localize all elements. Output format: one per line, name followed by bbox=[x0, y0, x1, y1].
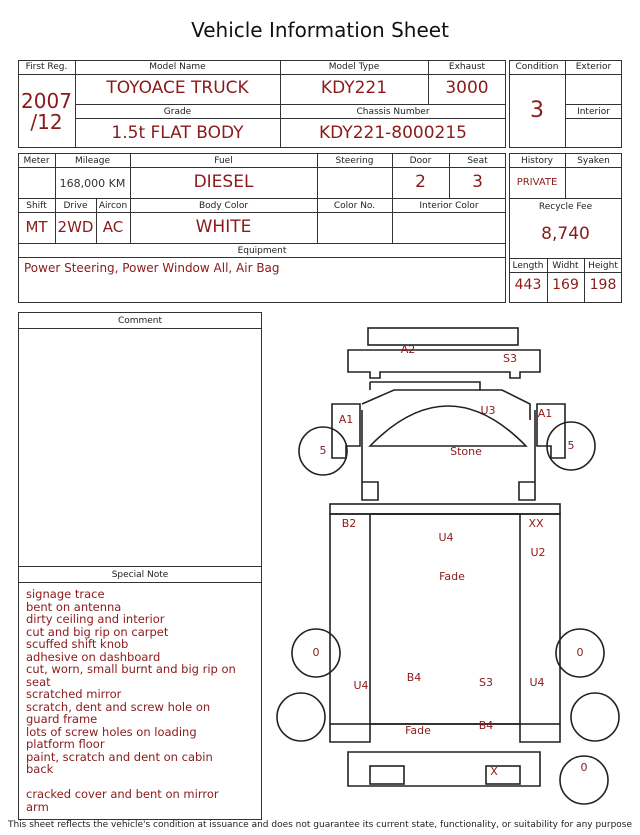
model-type-value: KDY221 bbox=[320, 78, 388, 98]
body-color-label: Body Color bbox=[198, 201, 249, 211]
note-item: adhesive on dashboard bbox=[26, 649, 161, 664]
drive-label: Drive bbox=[63, 201, 88, 211]
note-item: scratch, dent and screw hole on guard frame bbox=[26, 699, 211, 726]
shift-label: Shift bbox=[26, 201, 47, 211]
grade-label: Grade bbox=[163, 107, 192, 117]
fuel-label: Fuel bbox=[214, 156, 233, 166]
damage-mark: Fade bbox=[405, 724, 431, 737]
first-reg-month: /12 bbox=[30, 110, 63, 134]
damage-mark: U4 bbox=[353, 679, 369, 692]
damage-mark: 5 bbox=[319, 444, 327, 457]
damage-mark: U2 bbox=[530, 546, 546, 559]
length-value: 443 bbox=[514, 277, 542, 293]
note-item: signage trace bbox=[26, 587, 105, 601]
seat-value: 3 bbox=[472, 172, 483, 192]
exhaust-label: Exhaust bbox=[448, 62, 486, 72]
note-item: paint, scratch and dent on cabin back bbox=[26, 749, 213, 776]
note-item: scuffed shift knob bbox=[26, 637, 129, 651]
grade-value: 1.5t FLAT BODY bbox=[111, 123, 244, 143]
damage-mark: Fade bbox=[439, 570, 465, 583]
history-value: PRIVATE bbox=[516, 177, 558, 188]
shift-value: MT bbox=[25, 218, 48, 236]
model-type-label: Model Type bbox=[328, 62, 380, 72]
damage-mark: S3 bbox=[479, 676, 493, 689]
note-item: dirty ceiling and interior bbox=[26, 612, 165, 626]
meter-label: Meter bbox=[23, 156, 50, 166]
note-item: bent on antenna bbox=[26, 599, 122, 614]
note-item: cut and big rip on carpet bbox=[26, 624, 169, 639]
damage-mark: U4 bbox=[438, 531, 454, 544]
condition-label: Condition bbox=[515, 62, 559, 72]
damage-mark: U3 bbox=[480, 404, 496, 417]
model-name-label: Model Name bbox=[149, 62, 206, 72]
note-item: cut, worn, small burnt and big rip on seat bbox=[26, 662, 236, 689]
seat-label: Seat bbox=[467, 156, 488, 166]
truck-damage-diagram bbox=[268, 320, 628, 818]
damage-mark: U4 bbox=[529, 676, 545, 689]
damage-mark: X bbox=[490, 765, 498, 778]
history-label: History bbox=[520, 156, 554, 166]
door-value: 2 bbox=[415, 172, 426, 192]
width-label: Widht bbox=[552, 261, 579, 271]
equipment-label: Equipment bbox=[237, 246, 287, 256]
interior-color-label: Interior Color bbox=[419, 201, 479, 211]
footer-disclaimer: This sheet reflects the vehicle's condition at issuance and does not guarantee its current state, functionality, or suitability for any purpose bbox=[7, 820, 633, 830]
damage-mark: B4 bbox=[478, 719, 494, 732]
mileage-value: 168,000 KM bbox=[59, 177, 126, 190]
damage-mark: B4 bbox=[406, 671, 422, 684]
syaken-label: Syaken bbox=[577, 156, 610, 166]
chassis-label: Chassis Number bbox=[356, 107, 430, 117]
recycle-fee-value: 8,740 bbox=[541, 224, 590, 244]
damage-mark: A1 bbox=[537, 407, 553, 420]
note-item: scratched mirror bbox=[26, 687, 122, 701]
damage-mark: XX bbox=[528, 517, 544, 530]
color-no-label: Color No. bbox=[333, 201, 376, 211]
damage-mark: A2 bbox=[400, 343, 416, 356]
body-color-value: WHITE bbox=[195, 217, 252, 237]
aircon-value: AC bbox=[102, 218, 124, 236]
condition-value: 3 bbox=[530, 98, 544, 123]
steering-label: Steering bbox=[335, 156, 374, 166]
first-reg-label: First Reg. bbox=[25, 62, 68, 72]
exhaust-value: 3000 bbox=[445, 78, 489, 98]
length-label: Length bbox=[512, 261, 544, 271]
damage-mark: S3 bbox=[503, 352, 517, 365]
damage-mark: B2 bbox=[341, 517, 357, 530]
damage-mark: 0 bbox=[312, 646, 320, 659]
recycle-fee-label: Recycle Fee bbox=[538, 202, 593, 212]
damage-mark: Stone bbox=[450, 445, 482, 458]
equipment-value: Power Steering, Power Window All, Air Bag bbox=[24, 261, 280, 275]
height-label: Height bbox=[588, 261, 618, 271]
page-title: Vehicle Information Sheet bbox=[191, 18, 449, 42]
interior-label: Interior bbox=[577, 107, 610, 117]
damage-mark: 5 bbox=[567, 439, 575, 452]
mileage-label: Mileage bbox=[74, 156, 111, 166]
chassis-value: KDY221-8000215 bbox=[319, 123, 467, 143]
model-name-value: TOYOACE TRUCK bbox=[106, 78, 249, 98]
damage-mark: 0 bbox=[576, 646, 584, 659]
first-reg-year: 2007 bbox=[21, 89, 72, 113]
width-value: 169 bbox=[552, 277, 579, 293]
note-item: cracked cover and bent on mirror arm bbox=[26, 787, 219, 814]
special-note-label: Special Note bbox=[111, 570, 169, 580]
note-item: lots of screw holes on loading platform floor bbox=[26, 724, 197, 751]
special-note-list bbox=[26, 588, 236, 813]
height-value: 198 bbox=[589, 277, 617, 293]
damage-mark: 0 bbox=[580, 761, 588, 774]
damage-mark: A1 bbox=[338, 413, 354, 426]
exterior-label: Exterior bbox=[575, 62, 612, 72]
fuel-value: DIESEL bbox=[193, 172, 254, 192]
aircon-label: Aircon bbox=[98, 201, 128, 211]
door-label: Door bbox=[409, 156, 432, 166]
drive-value: 2WD bbox=[57, 218, 94, 236]
comment-label: Comment bbox=[117, 316, 163, 326]
